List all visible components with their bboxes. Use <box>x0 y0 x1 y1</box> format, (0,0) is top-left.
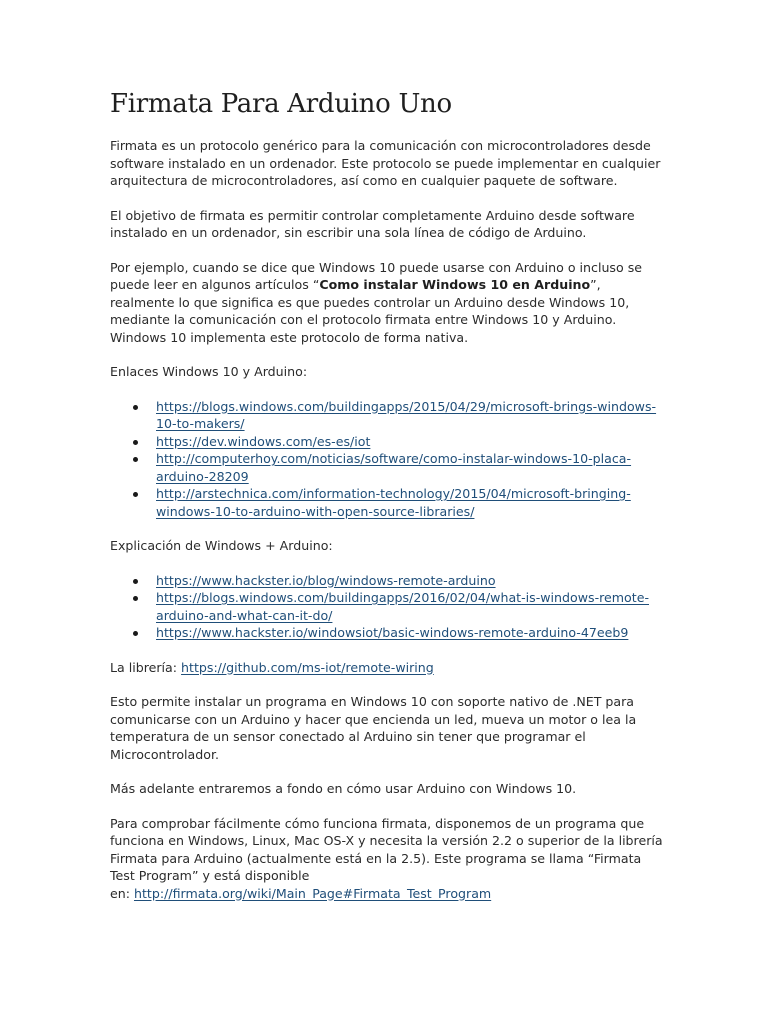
paragraph-more-later: Más adelante entraremos a fondo en cómo usar Arduino con Windows 10. <box>110 781 577 796</box>
link-list-windows-arduino <box>110 398 668 521</box>
link-computerhoy[interactable]: http://computerhoy.com/noticias/software/como-instalar-windows-10-placa-arduino-28209 <box>156 451 632 484</box>
link-hackster-windowsiot[interactable]: https://www.hackster.io/windowsiot/basic-windows-remote-arduino-47eeb9 <box>156 625 629 640</box>
paragraph-objective: El objetivo de firmata es permitir controlar completamente Arduino desde software instalado en un ordenador, sin escribir una sola línea de código de Arduino. <box>110 207 635 240</box>
list-item <box>156 572 668 590</box>
link-hackster-blog[interactable]: https://www.hackster.io/blog/windows-remote-arduino <box>156 572 496 588</box>
example-text-before: Por ejemplo, cuando se dice que Windows 10 puede usarse con Arduino o incluso se puede leer en algunos artículos “ <box>110 259 643 292</box>
paragraph-library <box>110 659 668 677</box>
test-program-text: Para comprobar fácilmente cómo funciona firmata, disponemos de un programa que funciona en Windows, Linux, Mac OS-X y necesita la versión 2.2 o superior de la librería Firmata para Arduino (actualmente está en la 2.5). Este programa se llama “Firmata Test Program” y está disponible <box>110 815 663 883</box>
link-blogs-windows-remote-arduino[interactable]: https://blogs.windows.com/buildingapps/2016/02/04/what-is-windows-remote-arduino-and-what-can-it-do/ <box>156 590 649 623</box>
document-title: Firmata Para Arduino Uno <box>110 89 452 119</box>
paragraph-test-program <box>110 815 668 903</box>
paragraph-intro: Firmata es un protocolo genérico para la comunicación con microcontroladores desde software instalado en un ordenador. Este protocolo se puede implementar en cualquier arquitectura de microcontroladores, así como en cualquier paquete de software. <box>110 138 661 188</box>
links-heading-windows-arduino: Enlaces Windows 10 y Arduino: <box>110 364 308 379</box>
link-blogs-windows-makers[interactable]: https://blogs.windows.com/buildingapps/2015/04/29/microsoft-brings-windows-10-to-makers/ <box>156 398 657 431</box>
list-item <box>156 485 668 520</box>
paragraph-dotnet: Esto permite instalar un programa en Windows 10 con soporte nativo de .NET para comunicarse con un Arduino y hacer que encienda un led, mueva un motor o lea la temperatura de un sensor conectado al Arduino sin tener que programar el Microcontrolador. <box>110 694 637 762</box>
list-item <box>156 450 668 485</box>
links-heading-explanation: Explicación de Windows + Arduino: <box>110 538 333 553</box>
link-firmata-test-program[interactable]: http://firmata.org/wiki/Main_Page#Firmata_Test_Program <box>133 885 492 901</box>
library-label: La librería: <box>110 659 182 675</box>
link-arstechnica[interactable]: http://arstechnica.com/information-technology/2015/04/microsoft-bringing-windows-10-to-arduino-with-open-source-libraries/ <box>156 486 631 519</box>
link-github-remote-wiring[interactable]: https://github.com/ms-iot/remote-wiring <box>181 659 434 675</box>
list-item <box>156 624 668 642</box>
list-item <box>156 589 668 624</box>
list-item <box>156 433 668 451</box>
list-item <box>156 398 668 433</box>
link-dev-windows-iot[interactable]: https://dev.windows.com/es-es/iot <box>156 433 371 449</box>
example-bold-phrase: Como instalar Windows 10 en Arduino <box>319 277 591 292</box>
link-list-explanation <box>110 572 668 642</box>
example-text-after: ”, realmente lo que significa es que puedes controlar un Arduino desde Windows 10, mediante la comunicación con el protocolo firmata entre Windows 10 y Arduino. Windows 10 implementa este protocolo de forma nativa. <box>110 277 630 345</box>
test-program-label: en: <box>110 885 134 901</box>
paragraph-example <box>110 259 668 347</box>
